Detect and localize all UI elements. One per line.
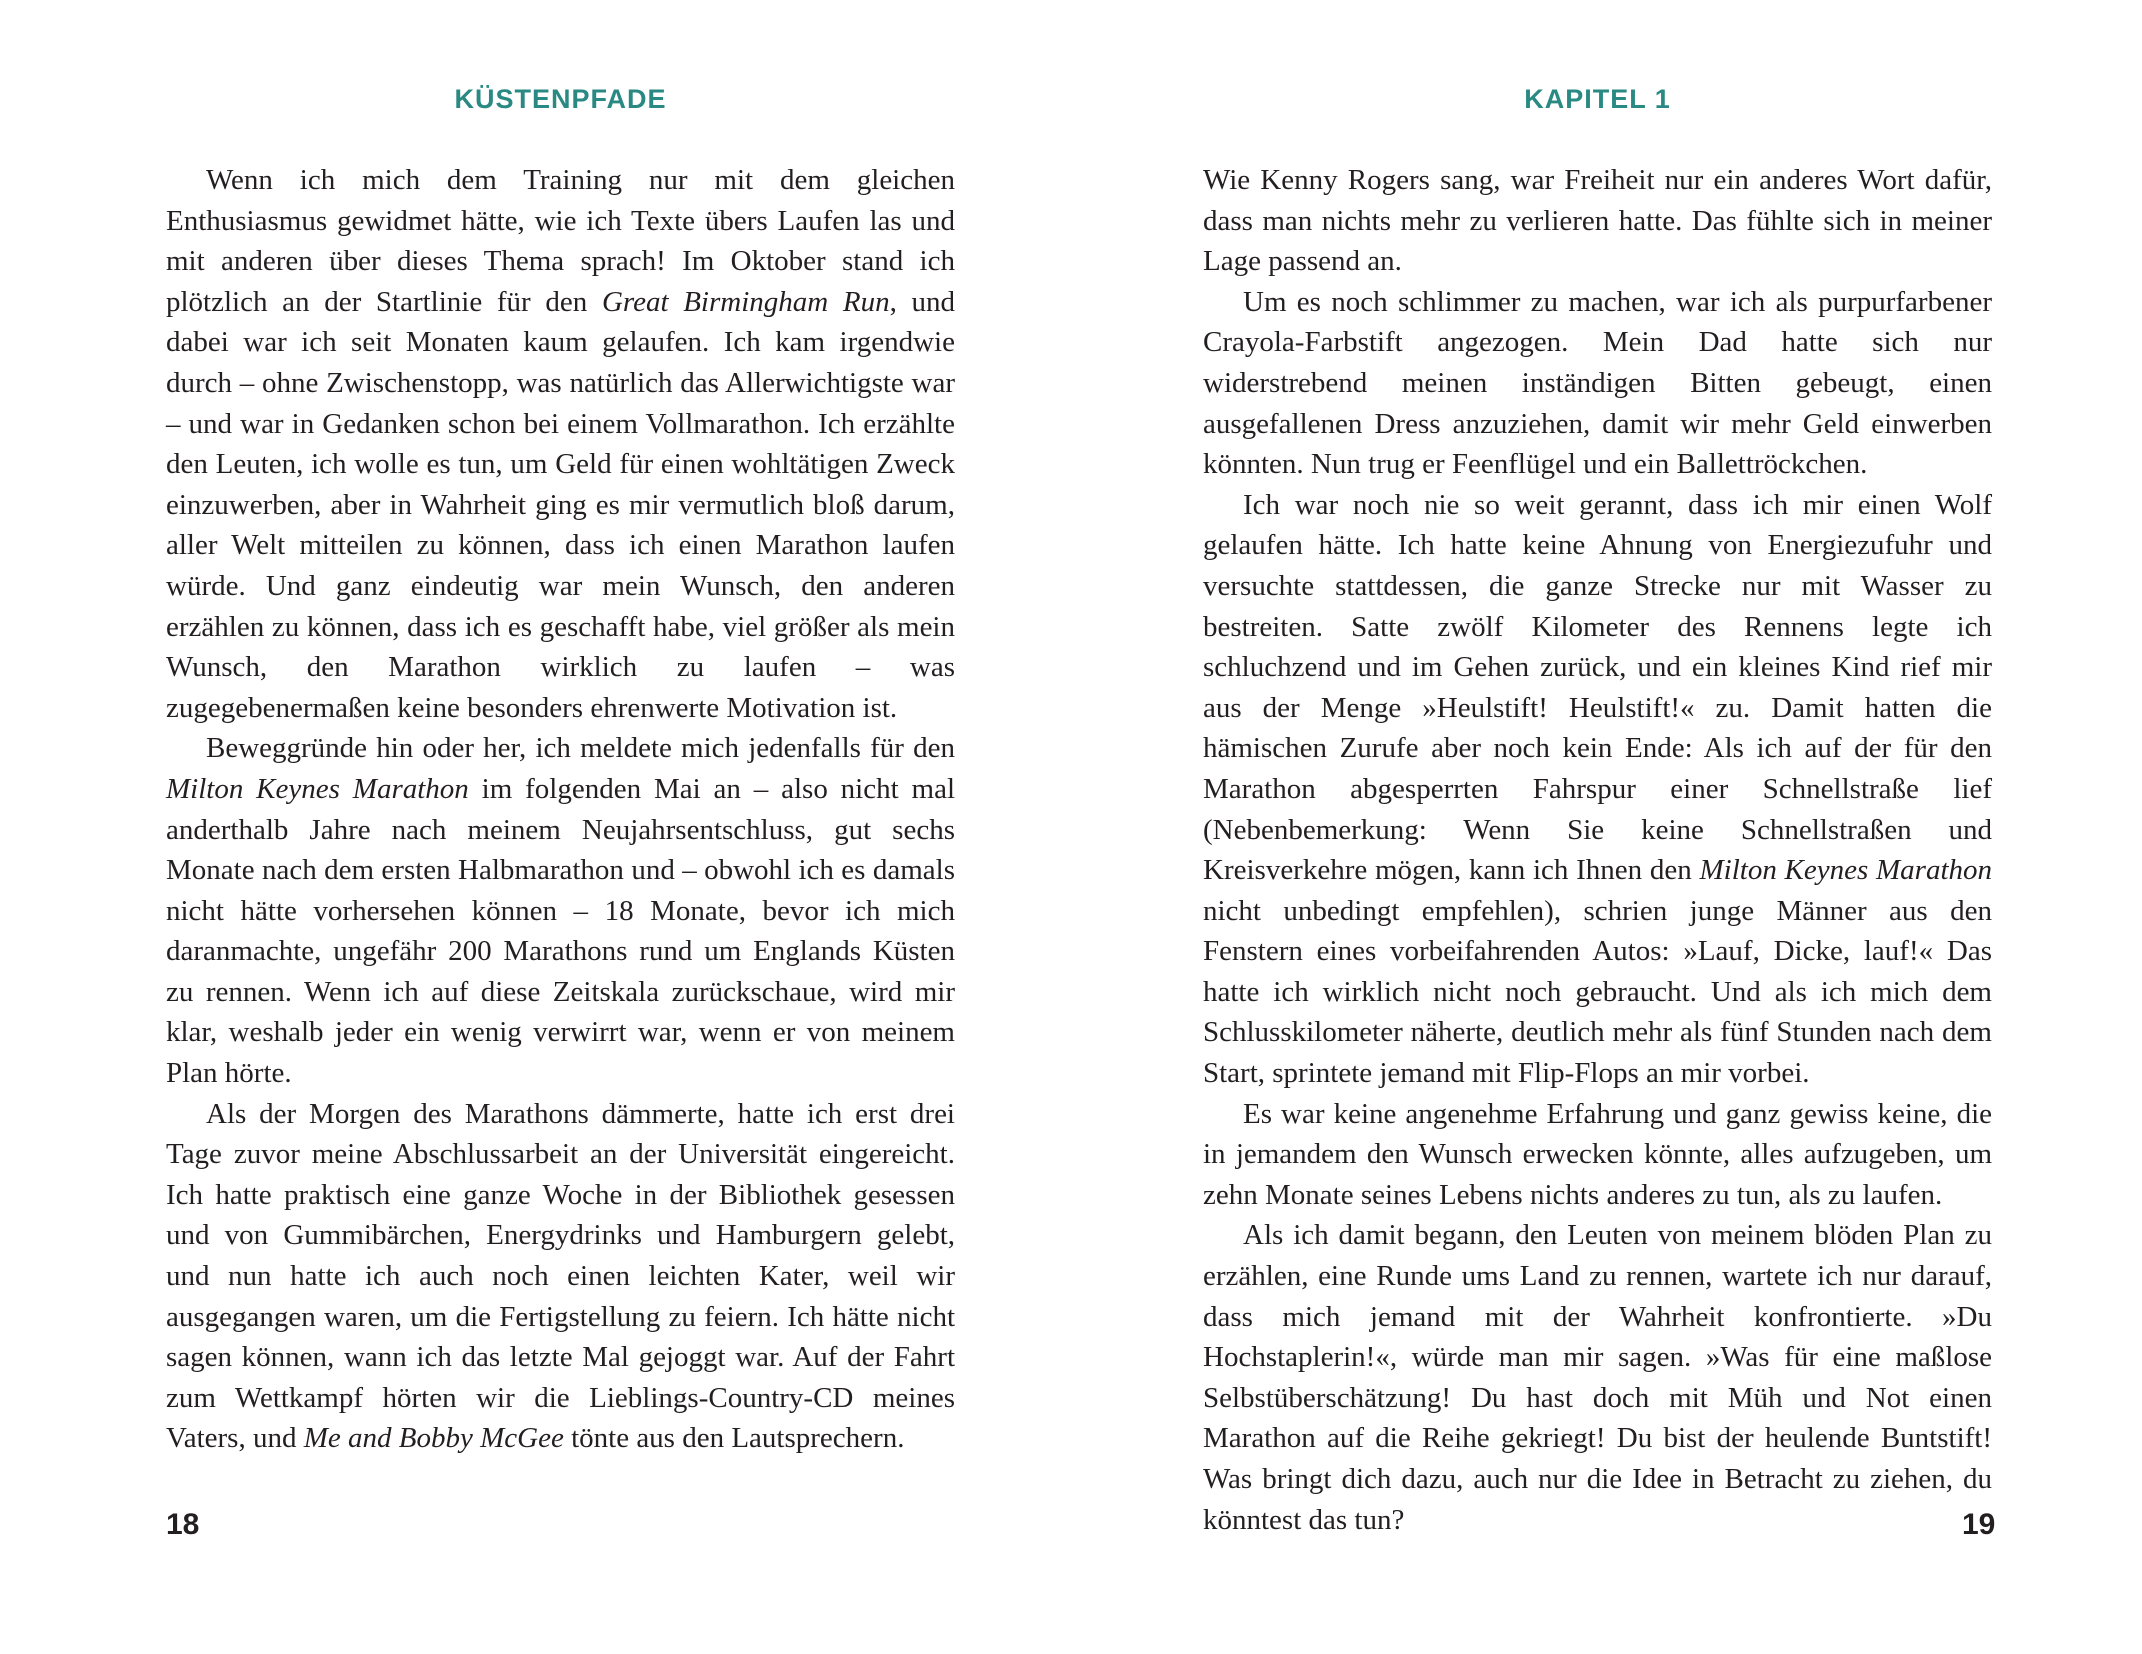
paragraph: Es war keine angenehme Erfahrung und ganz gewiss keine, die in jemandem den Wunsch erwecken könnte, alles aufzugeben, um zehn Monate seines Lebens nichts anderes zu tun, als zu laufen.: [1203, 1097, 1992, 1211]
page-number: 19: [1962, 1508, 1996, 1541]
song-title: Me and Bobby McGee: [303, 1422, 564, 1455]
race-name: Milton Keynes Marathon: [1699, 854, 1993, 887]
paragraph: Wenn ich mich dem Training nur mit dem gleichen Enthusiasmus gewidmet hätte, wie ich Texte übers Laufen las und mit anderen über dieses Thema sprach! Im Oktober stand ich plötzlich an der Startlinie für den Great Birmingham Run, und dabei war ich seit Monaten kaum gelaufen. Ich kam irgendwie durch – ohne Zwischenstopp, was natürlich das Allerwichtigste war – und war in Gedanken schon bei einem Vollmarathon. Ich erzählte den Leuten, ich wolle es tun, um Geld für einen wohltätigen Zweck einzuwerben, aber in Wahrheit ging es mir vermutlich bloß darum, aller Welt mitteilen zu können, dass ich einen Marathon laufen würde. Und ganz eindeutig war mein Wunsch, den anderen erzählen zu können, dass ich es geschafft habe, viel größer als mein Wunsch, den Marathon wirklich zu laufen – was zugegebenermaßen keine besonders ehrenwerte Motivation ist.: [166, 164, 956, 724]
paragraph: Um es noch schlimmer zu machen, war ich als purpurfarbener Crayola-Farbstift angezogen. Mein Dad hatte sich nur widerstrebend meinen inständigen Bitten gebeugt, einen ausgefallenen Dress anzuziehen, damit wir mehr Geld einwerben könnten. Nun trug er Feenflügel und ein Ballettröckchen.: [1203, 285, 1992, 481]
paragraph: Wie Kenny Rogers sang, war Freiheit nur ein anderes Wort dafür, dass man nichts mehr zu verlieren hatte. Das fühlte sich in meiner Lage passend an.: [1203, 164, 1992, 278]
running-head-chapter: KAPITEL 1: [1524, 84, 1671, 114]
right-page-body: [1203, 160, 1992, 1540]
paragraph: Ich war noch nie so weit gerannt, dass ich mir einen Wolf gelaufen hätte. Ich hatte keine Ahnung von Energiezufuhr und versuchte stattdessen, die ganze Strecke nur mit Wasser zu bestreiten. Satte zwölf Kilometer des Rennens legte ich schluchzend und im Gehen zurück, und ein kleines Kind rief mir aus der Menge »Heulstift! Heulstift!« zu. Damit hatten die hämischen Zurufe aber noch kein Ende: Als ich auf der für den Marathon abgesperrten Fahrspur einer Schnellstraße lief (Nebenbemerkung: Wenn Sie keine Schnellstraßen und Kreisverkehre mögen, kann ich Ihnen den Milton Keynes Marathon nicht unbedingt empfehlen), schrien junge Männer aus den Fenstern eines vorbeifahrenden Autos: »Lauf, Dicke, lauf!« Das hatte ich wirklich nicht noch gebraucht. Und als ich mich dem Schlusskilometer näherte, deutlich mehr als fünf Stunden nach dem Start, sprintete jemand mit Flip-Flops an mir vorbei.: [1203, 488, 1993, 1090]
paragraph: Als der Morgen des Marathons dämmerte, hatte ich erst drei Tage zuvor meine Abschlussarbeit an der Universität eingereicht. Ich hatte praktisch eine ganze Woche in der Bibliothek gesessen und von Gummibärchen, Energydrinks und Hamburgern gelebt, und nun hatte ich auch noch einen leichten Kater, weil wir ausgegangen waren, um die Fertigstellung zu feiern. Ich hätte nicht sagen können, wann ich das letzte Mal gejoggt war. Auf der Fahrt zum Wettkampf hörten wir die Lieblings-Country-CD meines Vaters, und Me and Bobby McGee tönte aus den Lautsprechern.: [166, 1097, 955, 1455]
left-page-body: [166, 160, 955, 1459]
running-head-book-title: KÜSTENPFADE: [454, 84, 667, 114]
right-page: [1071, 0, 2142, 1654]
paragraph: Als ich damit begann, den Leuten von meinem blöden Plan zu erzählen, eine Runde ums Land zu rennen, wartete ich nur darauf, dass mich jemand mit der Wahrheit konfrontierte. »Du Hochstaplerin!«, würde man mir sagen. »Was für eine maßlose Selbstüberschätzung! Du hast doch mit Müh und Not einen Marathon auf die Reihe gekriegt! Du bist der heulende Buntstift! Was bringt dich dazu, auch nur die Idee in Betracht zu ziehen, du könntest das tun?: [1203, 1219, 1992, 1536]
race-name: Milton Keynes Marathon: [166, 772, 469, 805]
paragraph: Beweggründe hin oder her, ich meldete mich jedenfalls für den Milton Keynes Marathon im folgenden Mai an – also nicht mal anderthalb Jahre nach meinem Neujahrsentschluss, gut sechs Monate nach dem ersten Halbmarathon und – obwohl ich es damals nicht hätte vorhersehen können – 18 Monate, bevor ich mich daranmachte, ungefähr 200 Marathons rund um Englands Küsten zu rennen. Wenn ich auf diese Zeitskala zurückschaue, wird mir klar, weshalb jeder ein wenig verwirrt war, wenn er von meinem Plan hörte.: [166, 732, 956, 1090]
race-name: Great Birmingham Run: [601, 285, 890, 318]
page-number: 18: [166, 1508, 200, 1541]
